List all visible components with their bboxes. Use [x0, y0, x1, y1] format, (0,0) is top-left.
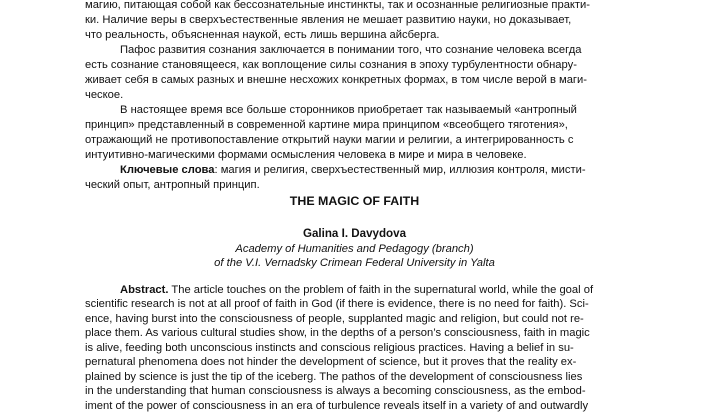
ru-line-7: ческое. [85, 89, 124, 101]
abstract-line-5: is alive, feeding both unconscious instincts and conscious religious practices. Having a belief in su- [85, 342, 574, 354]
author-name: Galina I. Davydova [302, 227, 407, 240]
abstract-label: Abstract. [120, 284, 169, 296]
abstract-line-2: scientific research is not at all proof of faith in God (if there is evidence, there is no need for faith). Sci- [85, 298, 589, 310]
abstract-line-4: place them. As various cultural studies show, in the depths of a person’s consciousness, faith in magic [85, 327, 590, 339]
ru-line-5: есть сознание становящееся, как воплощение силы сознания в эпоху турбулентности обнару- [85, 59, 577, 71]
abstract-text-1: The article touches on the problem of faith in the supernatural world, while the goal of [168, 284, 594, 296]
affiliation-line-1: Academy of Humanities and Pedagogy (branch) [235, 243, 474, 255]
ru-line-6: живает себя в самых разных и внешне несхожих конкретных формах, в том числе верой в маги- [85, 74, 587, 86]
keywords-text-1: : магия и религия, сверхъестественный мир, иллюзия контроля, мисти- [214, 164, 586, 176]
abstract-line-1 [120, 283, 593, 297]
ru-line-9: принцип» представленный в современной картине мира принципом «всеобщего тяготения», [85, 119, 568, 131]
keywords-line-1 [120, 163, 586, 177]
keywords-label: Ключевые слова [120, 164, 215, 176]
abstract-line-8: in the understanding that human consciousness is always a becoming consciousness, as the embod- [85, 385, 586, 397]
abstract-line-3: ence, having burst into the consciousness of people, supplanted magic and religion, but could not re- [85, 313, 584, 325]
abstract-line-9: iment of the power of consciousness in an era of turbulence reveals itself in a variety of and outwardly [85, 400, 589, 412]
ru-line-2: ки. Наличие веры в сверхъестественные явления не мешает развитию науки, но доказывает, [85, 14, 572, 26]
article-title: THE MAGIC OF FAITH [289, 194, 420, 208]
ru-line-10: отражающий не противопоставление открытий науки магии и религии, а интегрированность с [85, 134, 574, 146]
ru-line-11: интуитивно-магическими формами осмысления человека в мире и мира в человеке. [85, 149, 527, 161]
keywords-line-2: ческий опыт, антропный принцип. [85, 179, 260, 191]
ru-line-8: В настоящее время все больше сторонников приобретает так называемый «антропный [120, 104, 577, 116]
abstract-line-6: pernatural phenomena does not hinder the development of science, but it proves that the reality ex- [85, 356, 577, 368]
ru-line-4: Пафос развития сознания заключается в понимании того, что сознание человека всегда [120, 44, 582, 56]
ru-line-1: магию, питающая собой как бессознательные инстинкты, так и осознанные религиозные практи- [85, 0, 591, 11]
ru-line-3: что реальность, объясненная наукой, есть лишь вершина айсберга. [85, 29, 440, 41]
affiliation-line-2: of the V.I. Vernadsky Crimean Federal University in Yalta [214, 257, 495, 269]
abstract-line-7: plained by science is just the tip of the iceberg. The pathos of the development of consciousness lies [85, 371, 583, 383]
